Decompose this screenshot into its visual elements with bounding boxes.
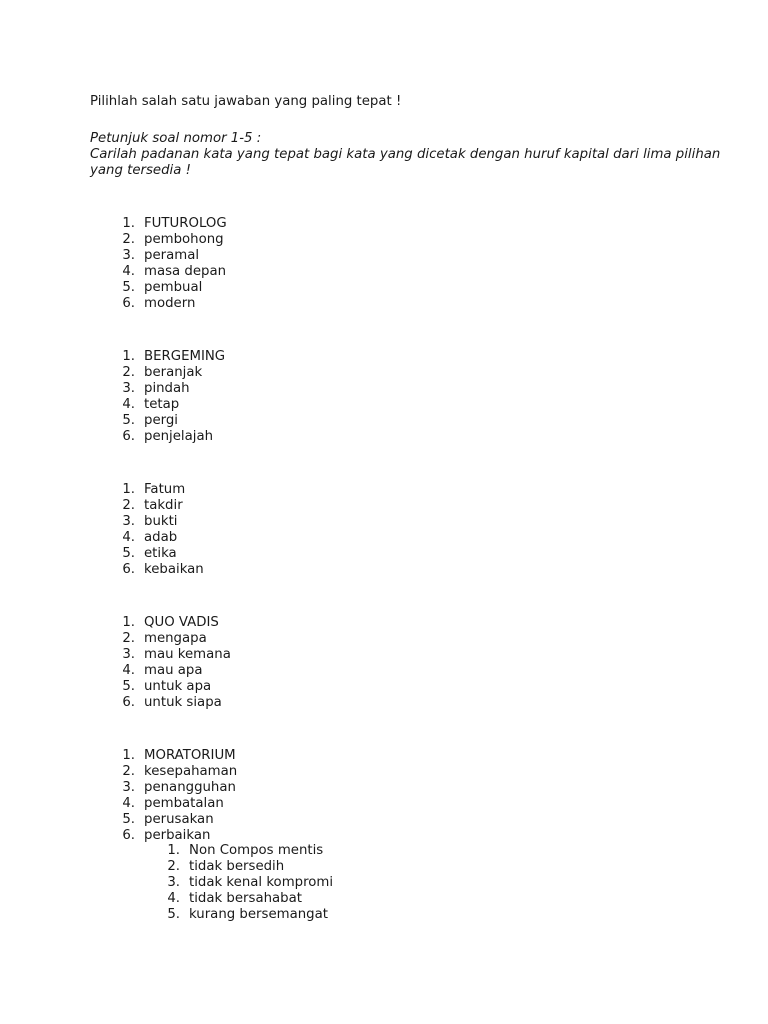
sub-option-item [99,843,333,859]
option-number: 4. [122,795,135,811]
option-number: 4. [122,529,135,545]
option-item [99,498,204,514]
option-text: peramal [144,247,200,263]
option-number: 4. [122,263,135,279]
option-number: 6. [122,295,135,311]
option-number: 3. [122,380,135,396]
option-item [99,365,225,381]
option-item [99,248,227,264]
instruction-text: Pilihlah salah satu jawaban yang paling tepat ! [90,94,402,109]
option-number: 1. [122,615,135,630]
option-text: etika [144,545,177,561]
option-text: masa depan [144,263,227,279]
document-page [90,94,728,179]
option-number: 5. [122,545,135,561]
question-4 [99,615,231,710]
option-item [99,663,231,679]
option-item [99,413,225,429]
option-text: perusakan [144,811,214,827]
question-word [99,748,333,764]
option-text: QUO VADIS [144,615,219,630]
sub-option-number: 3. [167,875,180,891]
option-text: penangguhan [144,779,236,795]
option-item [99,397,225,413]
option-number: 6. [122,561,135,577]
option-text: takdir [144,497,183,513]
instructions-text: Carilah padanan kata yang tepat bagi kata yang dicetak dengan huruf kapital dari lima pilihan yang tersedia ! [90,147,721,178]
option-number: 3. [122,513,135,529]
sub-option-number: 5. [167,907,180,923]
option-number: 2. [122,630,135,646]
option-text: untuk apa [144,678,212,694]
option-text: adab [144,529,178,545]
option-item [99,679,231,695]
sub-question-list [99,843,333,923]
option-item [99,695,231,711]
option-number: 1. [122,482,135,497]
option-item [99,530,204,546]
option-item [99,232,227,248]
question-options-list [99,482,204,577]
sub-option-number: 2. [167,859,180,875]
option-number: 3. [122,779,135,795]
option-text: penjelajah [144,428,214,444]
sub-option-item [99,875,333,891]
option-item [99,828,333,844]
option-text: perbaikan [144,827,211,843]
option-text: untuk siapa [144,694,222,710]
option-number: 6. [122,827,135,843]
option-text: MORATORIUM [144,748,236,763]
sub-option-item [99,859,333,875]
option-number: 4. [122,662,135,678]
option-text: FUTUROLOG [144,216,227,231]
option-item [99,429,225,445]
option-text: modern [144,295,196,311]
option-number: 4. [122,396,135,412]
option-text: beranjak [144,364,203,380]
option-number: 2. [122,364,135,380]
option-number: 6. [122,428,135,444]
option-item [99,296,227,312]
question-word [99,216,227,232]
question-word [99,349,225,365]
sub-option-text: kurang bersemangat [189,907,328,923]
sub-option-text: tidak kenal kompromi [189,875,334,891]
option-item [99,280,227,296]
instructions-heading: Petunjuk soal nomor 1-5 : [90,131,262,146]
sub-option-number: 4. [167,891,180,907]
option-item [99,796,333,812]
question-2 [99,349,225,444]
instructions-block [90,131,728,179]
option-item [99,562,204,578]
option-item [99,546,204,562]
option-number: 6. [122,694,135,710]
option-item [99,764,333,780]
option-text: tetap [144,396,180,412]
option-item [99,514,204,530]
question-3 [99,482,204,577]
option-number: 2. [122,231,135,247]
option-text: kebaikan [144,561,204,577]
option-number: 5. [122,678,135,694]
option-text: pindah [144,380,190,396]
option-number: 1. [122,216,135,231]
option-item [99,264,227,280]
sub-option-item [99,891,333,907]
option-number: 5. [122,279,135,295]
sub-option-text: Non Compos mentis [189,843,324,859]
option-number: 1. [122,748,135,763]
sub-option-text: tidak bersahabat [189,891,302,907]
option-number: 5. [122,811,135,827]
question-options-list [99,349,225,444]
option-number: 2. [122,763,135,779]
sub-option-text: tidak bersedih [189,859,285,875]
option-item [99,812,333,828]
option-text: kesepahaman [144,763,238,779]
sub-option-item [99,907,333,923]
option-text: mau kemana [144,646,231,662]
question-5 [99,748,333,923]
question-word [99,482,204,498]
option-item [99,780,333,796]
question-1 [99,216,227,311]
option-text: pembohong [144,231,224,247]
question-word [99,615,231,631]
option-number: 3. [122,646,135,662]
option-text: mau apa [144,662,203,678]
option-number: 5. [122,412,135,428]
question-options-list [99,748,333,843]
option-item [99,631,231,647]
option-text: pembual [144,279,203,295]
option-text: pembatalan [144,795,224,811]
option-text: Fatum [144,482,186,497]
option-number: 3. [122,247,135,263]
option-item [99,647,231,663]
option-item [99,381,225,397]
sub-option-number: 1. [167,843,180,859]
option-number: 2. [122,497,135,513]
question-options-list [99,615,231,710]
question-options-list [99,216,227,311]
option-number: 1. [122,349,135,364]
option-text: bukti [144,513,178,529]
option-text: pergi [144,412,178,428]
option-text: mengapa [144,630,207,646]
option-text: BERGEMING [144,349,226,364]
